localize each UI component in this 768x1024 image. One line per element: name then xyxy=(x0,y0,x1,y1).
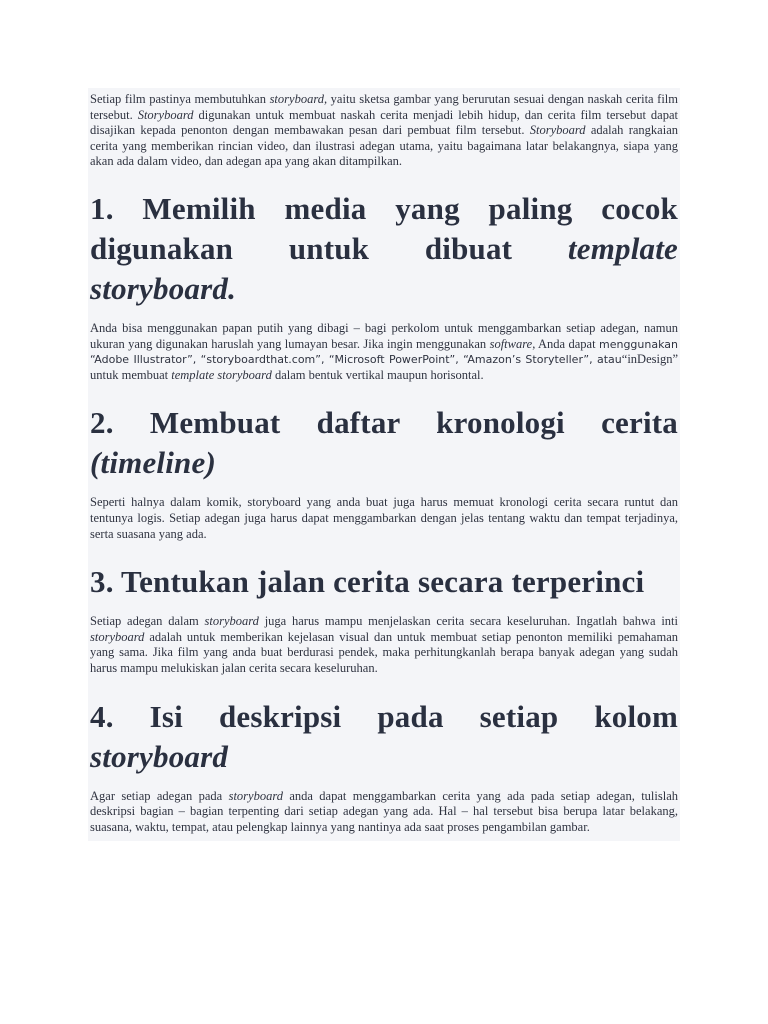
intro-italic-1: storyboard, xyxy=(269,92,328,106)
section-4-heading xyxy=(90,697,678,777)
section-3-italic-1: storyboard xyxy=(204,614,259,629)
section-1-heading-italic: template storyboard. xyxy=(90,230,678,306)
section-3-text-1: Setiap adegan dalam xyxy=(90,614,205,629)
section-2-paragraph: Seperti halnya dalam komik, storyboard yang anda buat juga harus memuat kronologi cerita secara runtut dan tentunya logis. Setiap adegan juga harus dapat menggambarkan dengan jelas tentang waktu dan tempat terjadinya, serta suasana yang ada. xyxy=(90,495,678,541)
section-1-text-2: , Anda dapat xyxy=(532,336,599,351)
intro-italic-2: Storyboard xyxy=(137,107,194,122)
section-1-text-1: Anda bisa menggunakan papan putih yang dibagi – bagi perkolom untuk menggambarkan setiap adegan, namun ukuran yang digunakan haruslah yang lumayan besar. Jika ingin menggunakan xyxy=(90,320,678,351)
section-3-text-2: juga harus mampu menjelaskan cerita secara keseluruhan. Ingatlah bahwa inti xyxy=(258,614,678,629)
section-1-software-list: menggunakan “Adobe Illustrator”, “storyboardthat.com”, “Microsoft PowerPoint”, “Amazon’s Storyteller”, atau xyxy=(90,337,678,367)
section-1-italic-2: template storyboard xyxy=(171,367,272,382)
section-3-text-3: adalah untuk memberikan kejelasan visual dan untuk membuat setiap penonton memiliki pemahaman yang sama. Jika film yang anda buat berdurasi pendek, maka perhitungkanlah berapa banyak adegan yang sudah harus mampu melukiskan jalan cerita secara keseluruhan. xyxy=(90,629,678,675)
intro-text-2: yaitu sketsa gambar yang berurutan sesuai dengan naskah cerita film tersebut. xyxy=(90,92,679,122)
section-1-text-4: dalam bentuk vertikal maupun horisontal. xyxy=(271,367,484,382)
intro-italic-3: Storyboard xyxy=(529,123,586,138)
section-4-heading-text: 4. Isi deskripsi pada setiap kolom xyxy=(90,698,678,734)
section-3-paragraph xyxy=(90,614,678,676)
intro-text-1: Setiap film pastinya membutuhkan xyxy=(90,92,270,106)
intro-text-4: adalah rangkaian cerita yang memberikan rincian video, dan ilustrasi adegan utama, yaitu bagaimana latar belakangnya, siapa yang akan ada dalam video, dan adegan apa yang akan ditampilkan. xyxy=(90,123,678,169)
section-2-heading-text: 2. Membuat daftar kronologi cerita xyxy=(90,405,678,441)
section-4-paragraph xyxy=(90,789,678,836)
section-1-heading-text: 1. Memilih media yang paling cocok digunakan untuk dibuat xyxy=(90,190,678,266)
section-3-italic-2: storyboard xyxy=(90,629,145,644)
section-1-italic-1: software xyxy=(489,336,533,351)
section-1-heading xyxy=(90,189,678,309)
section-4-text-2: anda dapat menggambarkan cerita yang ada pada setiap adegan, tulislah deskripsi bagian – bagian terpenting dari setiap adegan yang ada. Hal – hal tersebut bisa berupa latar belakang, suasana, waktu, tempat, atau pelengkap lainnya yang nantinya ada saat proses pengambilan gambar. xyxy=(90,788,678,834)
section-1-paragraph xyxy=(90,321,678,383)
section-2-heading-italic: (timeline) xyxy=(90,445,216,481)
document-page xyxy=(88,88,680,841)
intro-paragraph xyxy=(90,92,678,170)
section-4-heading-italic: storyboard xyxy=(90,738,229,774)
section-2-heading xyxy=(90,403,678,483)
section-4-italic-1: storyboard xyxy=(228,788,283,803)
section-4-text-1: Agar setiap adegan pada xyxy=(90,788,229,803)
section-3-heading: 3. Tentukan jalan cerita secara terperinci xyxy=(90,564,645,600)
intro-text-3: digunakan untuk membuat naskah cerita menjadi lebih hidup, dan cerita film tersebut dapat disajikan kepada penonton dengan membawakan pesan dari pembuat film tersebut. xyxy=(90,107,678,138)
section-1-text-3: “inDesign” untuk membuat xyxy=(90,352,678,382)
